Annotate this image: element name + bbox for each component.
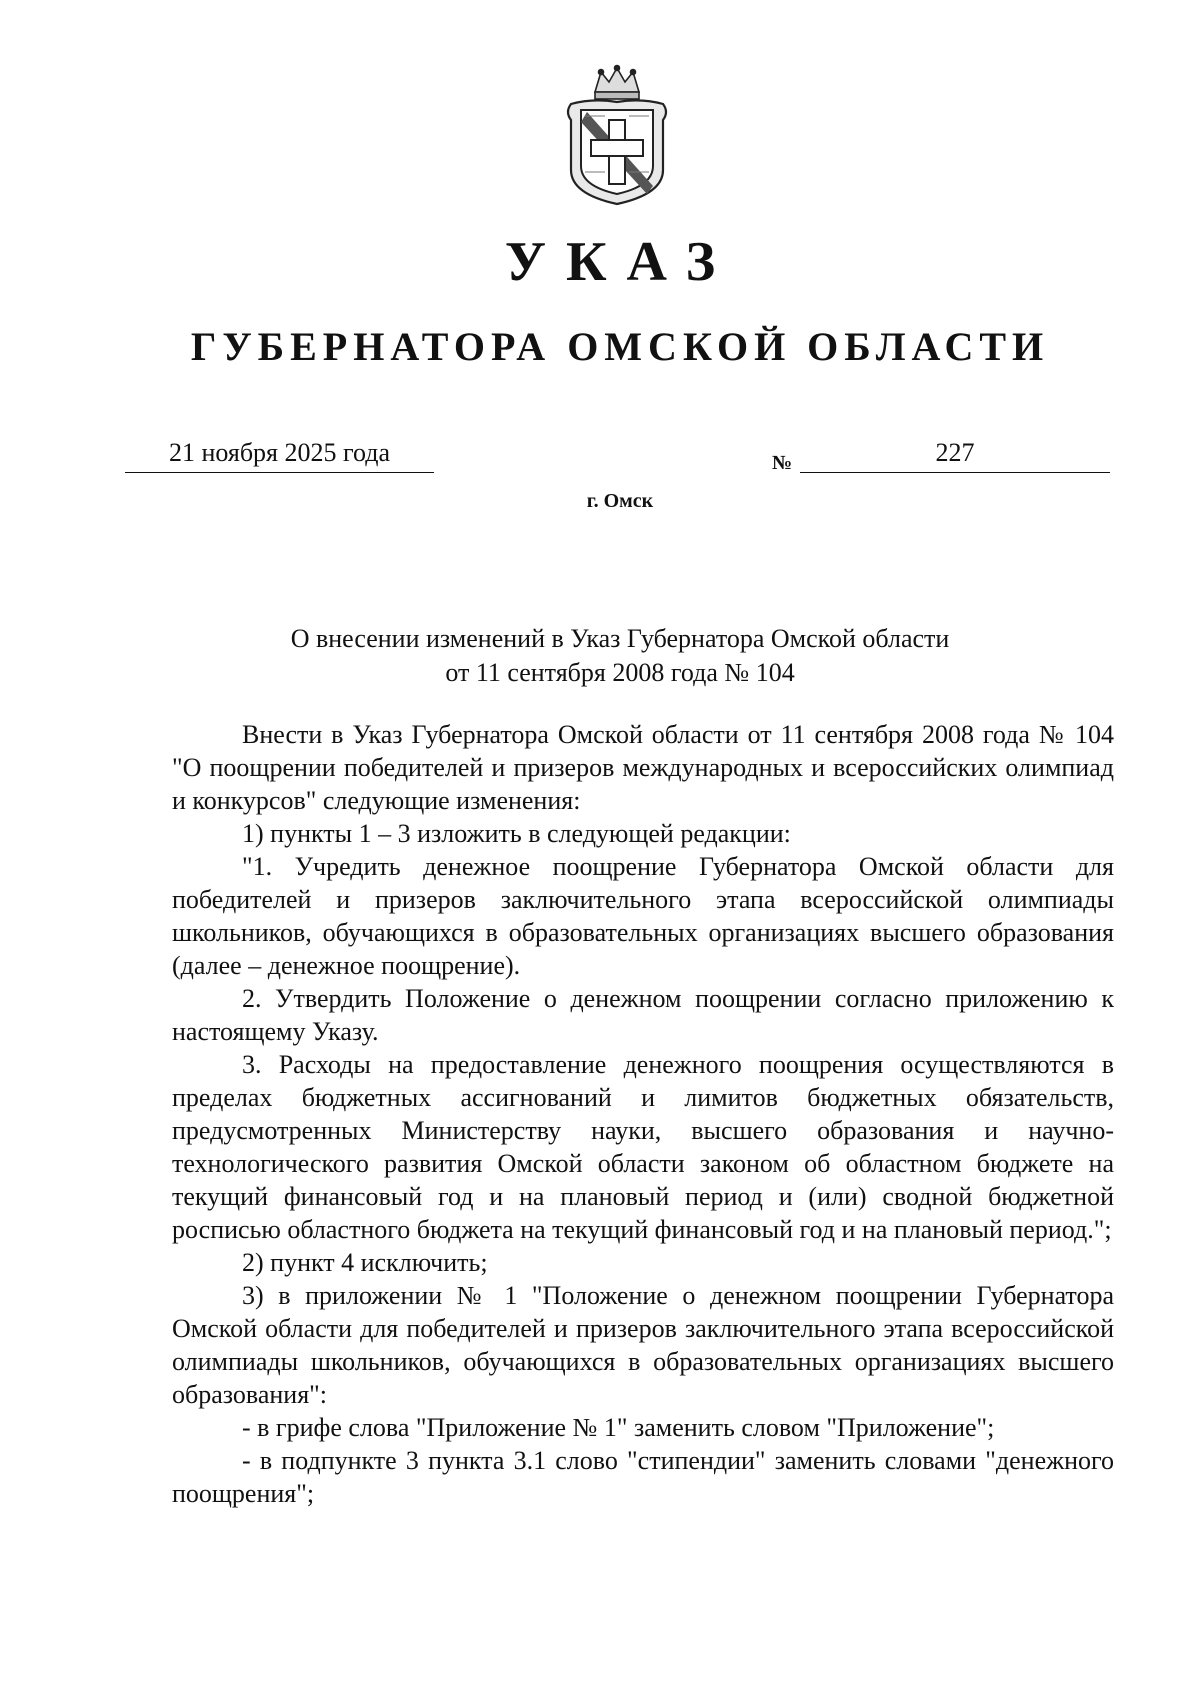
document-title: УКАЗ xyxy=(504,231,736,293)
heading-line: от 11 сентября 2008 года № 104 xyxy=(445,658,795,687)
document-date: 21 ноября 2025 года xyxy=(125,436,434,473)
body-paragraph: 3. Расходы на предоставление денежного поощрения осуществляются в пределах бюджетных ассигнований и лимитов бюджетных обязательств, предусмотренных Министерству науки, высшего образования и научно-технологического развития Омской области законом об областном бюджете на текущий финансовый год и на плановый период и (или) сводной бюджетной росписью областного бюджета на текущий финансовый год и на плановый период."; xyxy=(172,1050,1114,1244)
document-number: 227 xyxy=(800,436,1110,473)
document-subtitle: ГУБЕРНАТОРА ОМСКОЙ ОБЛАСТИ xyxy=(190,324,1050,369)
body-paragraph: 1) пункты 1 – 3 изложить в следующей редакции: xyxy=(242,819,791,848)
body-paragraph: 2. Утвердить Положение о денежном поощрении согласно приложению к настоящему Указу. xyxy=(172,984,1114,1046)
document-heading xyxy=(200,622,1040,690)
document-body xyxy=(172,718,1114,1510)
number-label: № xyxy=(772,452,793,474)
body-paragraph: - в подпункте 3 пункта 3.1 слово "стипендии" заменить словами "денежного поощрения"; xyxy=(172,1446,1114,1508)
heading-line: О внесении изменений в Указ Губернатора Омской области xyxy=(290,624,950,653)
body-paragraph: 2) пункт 4 исключить; xyxy=(242,1248,488,1277)
body-paragraph: Внести в Указ Губернатора Омской области от 11 сентября 2008 года № 104 "О поощрении победителей и призеров международных и всероссийских олимпиад и конкурсов" следующие изменения: xyxy=(172,720,1114,815)
body-paragraph: "1. Учредить денежное поощрение Губернатора Омской области для победителей и призеров заключительного этапа всероссийской олимпиады школьников, обучающихся в образовательных организациях высшего образования (далее – денежное поощрение). xyxy=(172,852,1114,980)
body-paragraph: 3) в приложении № 1 "Положение о денежном поощрении Губернатора Омской области для победителей и призеров заключительного этапа всероссийской олимпиады школьников, обучающихся в образовательных организациях высшего образования": xyxy=(172,1281,1114,1409)
coat-of-arms-emblem xyxy=(557,62,677,208)
document-city: г. Омск xyxy=(586,490,654,512)
body-paragraph: - в грифе слова "Приложение № 1" заменить словом "Приложение"; xyxy=(242,1413,995,1442)
